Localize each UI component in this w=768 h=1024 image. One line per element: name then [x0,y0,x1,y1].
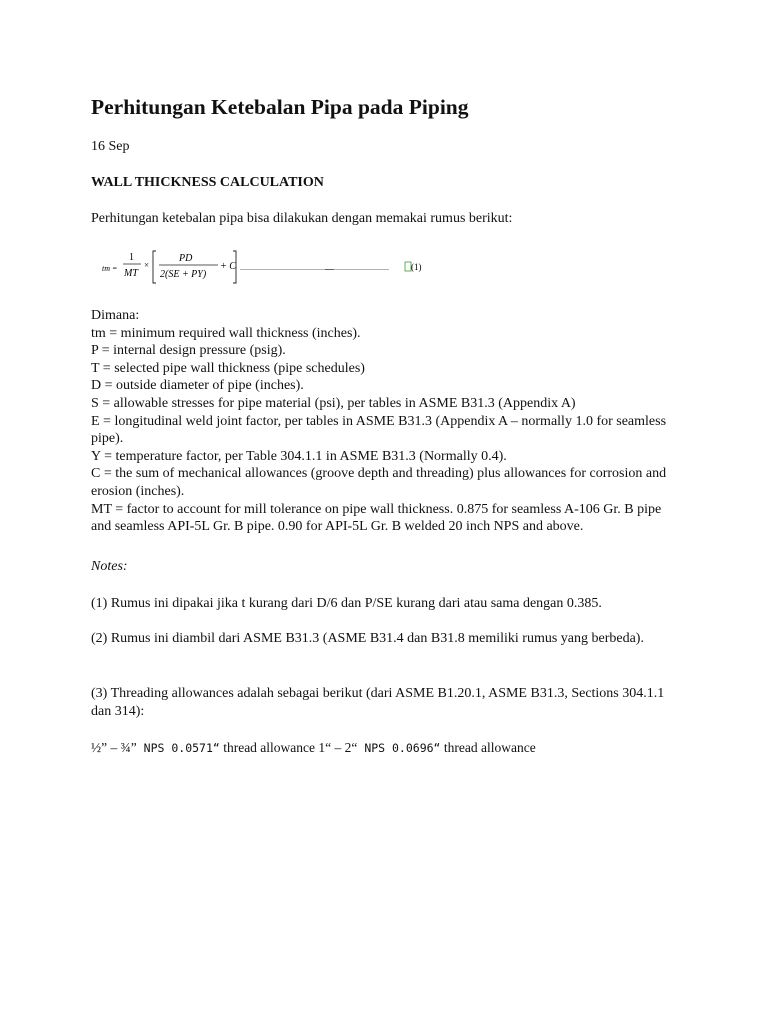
thread-allowance-line [91,739,536,757]
post-date: 16 Sep [91,139,130,154]
thread-allowance-1: thread allowance [219,740,319,755]
formula-dotted-leader-2: ................................ [325,263,389,272]
definitions-list [91,307,681,536]
formula-equation-number: (1) [411,262,422,272]
wall-thickness-formula [100,247,430,285]
definition-item: P = internal design pressure (psig). [91,343,286,359]
formula-pd: PD [179,253,193,264]
definition-item: S = allowable stresses for pipe material (psi), per tables in ASME B31.3 (Appendix A) [91,395,576,411]
notes-label: Notes: [91,559,128,574]
note-2: (2) Rumus ini diambil dari ASME B31.3 (ASME B31.4 dan B31.8 memiliki rumus yang berbeda). [91,631,644,646]
thread-nps-1: NPS 0.0571“ [136,741,220,755]
thread-nps-2: NPS 0.0696“ [357,741,441,755]
intro-paragraph: Perhitungan ketebalan pipa bisa dilakukan dengan memakai rumus berikut: [91,211,513,226]
formula-times: × [144,260,150,270]
formula-plus-c: + C [220,261,236,272]
page-title: Perhitungan Ketebalan Pipa pada Piping [91,95,469,119]
note-3: (3) Threading allowances adalah sebagai berikut (dari ASME B1.20.1, ASME B31.3, Sections 304.1.1 dan 314): [91,686,665,719]
definition-item: C = the sum of mechanical allowances (groove depth and threading) plus allowances for corrosion and erosion (inches). [91,466,667,499]
formula-dotted-leader: ............................................... [240,263,334,272]
definition-item: MT = factor to account for mill tolerance on pipe wall thickness. 0.875 for seamless A-106 Gr. B pipe and seamless API-5L Gr. B pipe. 0.90 for API-5L Gr. B welded 20 inch NPS and above. [91,501,662,535]
formula-lhs: tm = [102,264,118,273]
definition-item: T = selected pipe wall thickness (pipe schedules) [91,360,365,376]
note-1: (1) Rumus ini dipakai jika t kurang dari D/6 dan P/SE kurang dari atau sama dengan 0.385. [91,596,602,611]
definition-item: tm = minimum required wall thickness (inches). [91,325,361,341]
formula-denominator: 2(SE + PY) [160,269,207,280]
thread-range-2: 1“ – 2“ [318,740,358,755]
formula-mt: MT [124,268,138,279]
dimana-label: Dimana: [91,308,140,323]
formula-one: 1 [129,252,134,263]
definition-item: E = longitudinal weld joint factor, per tables in ASME B31.3 (Appendix A – normally 1.0 for seamless pipe). [91,413,667,447]
definition-item: D = outside diameter of pipe (inches). [91,378,304,394]
definition-item: Y = temperature factor, per Table 304.1.1 in ASME B31.3 (Normally 0.4). [91,448,507,464]
thread-range-1: ½” – ¾” [91,740,137,755]
section-heading: WALL THICKNESS CALCULATION [91,175,324,190]
thread-allowance-2: thread allowance [440,740,536,755]
formula-bracket-left [153,251,156,283]
